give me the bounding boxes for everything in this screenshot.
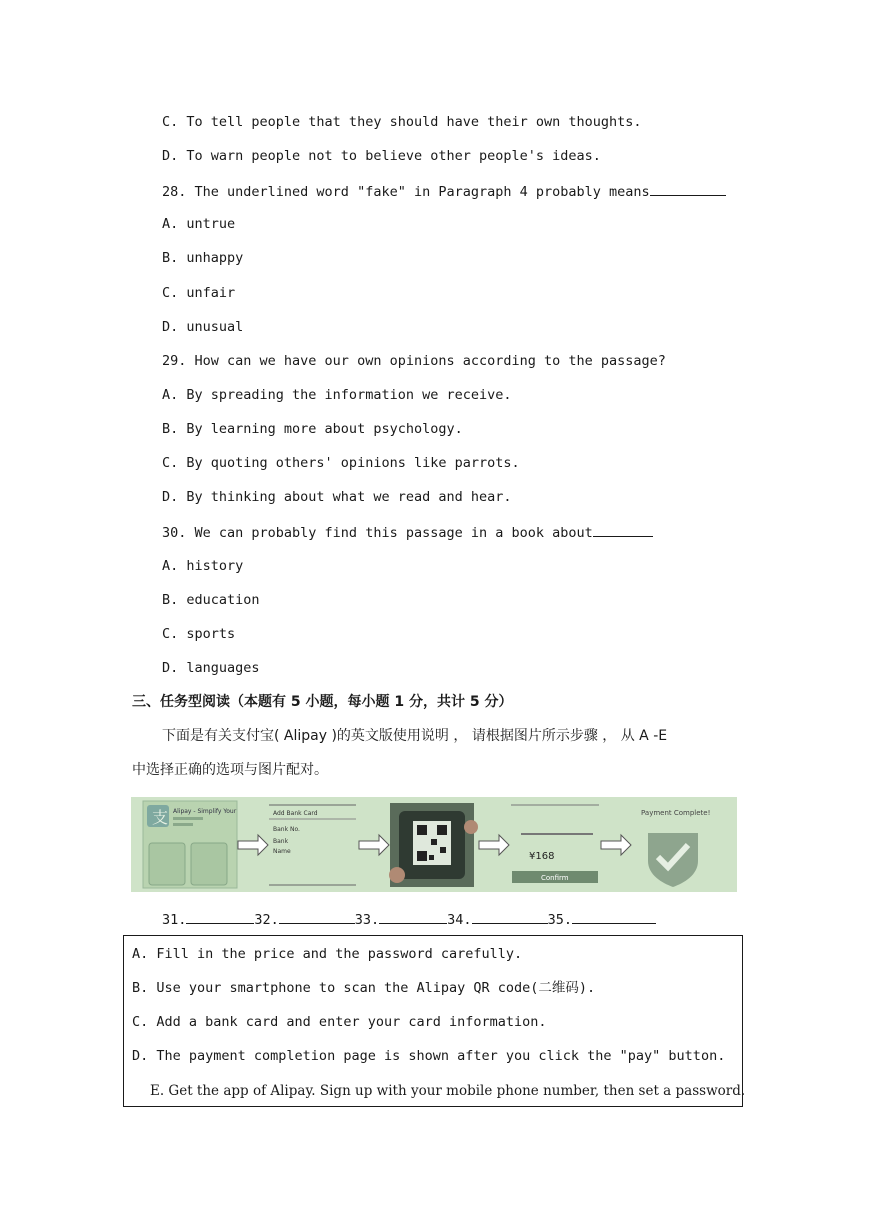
card-field-bank: Bank [273, 838, 289, 845]
option-30-c: C. sports [162, 626, 236, 642]
complete-label: Payment Complete! [641, 809, 711, 817]
card-header: Add Bank Card [273, 810, 318, 817]
section-heading: 三、任务型阅读（本题有 5 小题，每小题 1 分，共计 5 分） [132, 694, 513, 710]
answer-blank-33[interactable] [379, 909, 447, 924]
arrow-icon [238, 835, 268, 855]
answer-blank-32[interactable] [279, 909, 355, 924]
question-30: 30. We can probably find this passage in a book about [162, 522, 653, 542]
answer-blank-34[interactable] [472, 909, 548, 924]
option-29-b: B. By learning more about psychology. [162, 421, 463, 437]
option-29-a: A. By spreading the information we receive. [162, 387, 512, 403]
app-title: Alipay - Simplify Your [173, 808, 237, 815]
option-d: D. The payment completion page is shown after you click the "pay" button. [132, 1048, 726, 1064]
answer-label-35: 35. [547, 912, 572, 928]
steps-illustration [131, 797, 737, 892]
option-e: E. Get the app of Alipay. Sign up with your mobile phone number, then set a password. [150, 1083, 746, 1099]
answer-label-33: 33. [354, 912, 380, 928]
alipay-steps-image [131, 797, 737, 892]
bank-card-form [269, 805, 356, 885]
answer-blank-31[interactable] [186, 909, 254, 924]
answer-label-32: 32. [254, 912, 279, 928]
arrow-icon [601, 835, 631, 855]
option-29-d: D. By thinking about what we read and hear. [162, 489, 512, 505]
options-box [123, 935, 746, 1107]
answer-blank[interactable] [593, 522, 653, 537]
confirm-button-label: Confirm [541, 874, 569, 882]
answer-blank-35[interactable] [572, 909, 656, 924]
card-field-name: Name [273, 848, 291, 855]
question-28: 28. The underlined word "fake" in Paragraph 4 probably means [162, 181, 726, 201]
question-29: 29. How can we have our own opinions according to the passage? [162, 353, 666, 369]
option-28-c: C. unfair [162, 285, 236, 301]
option-a: A. Fill in the price and the password carefully. [132, 946, 523, 962]
option-28-a: A. untrue [162, 216, 236, 232]
svg-text:支: 支 [152, 808, 169, 827]
question-line-1: D. To warn people not to believe other people's ideas. [162, 148, 601, 164]
option-30-b: B. education [162, 592, 260, 608]
payment-complete-screen [641, 809, 710, 887]
arrow-icon [359, 835, 389, 855]
option-30-d: D. languages [162, 660, 260, 676]
option-28-d: D. unusual [162, 319, 244, 335]
section-intro-line-1: 下面是有关支付宝( Alipay )的英文版使用说明 ， 请根据图片所示步骤 ， 从 A -E [162, 728, 668, 744]
card-field-bank-no: Bank No. [273, 826, 300, 833]
question-line-0: C. To tell people that they should have their own thoughts. [162, 114, 642, 130]
option-c: C. Add a bank card and enter your card information. [132, 1014, 547, 1030]
payment-confirm-screen [511, 805, 599, 883]
arrow-icon [479, 835, 509, 855]
app-download-panel [143, 801, 237, 888]
section-intro-line-2: 中选择正确的选项与图片配对。 [132, 762, 328, 778]
option-b: B. Use your smartphone to scan the Alipay QR code(二维码). [132, 980, 596, 996]
amount-label: ¥168 [529, 851, 555, 862]
option-28-b: B. unhappy [162, 250, 244, 266]
answer-row [162, 909, 656, 929]
phone-scan-qr [389, 803, 478, 887]
answer-blank[interactable] [650, 181, 726, 196]
answer-label-34: 34. [447, 912, 472, 928]
option-30-a: A. history [162, 558, 244, 574]
option-29-c: C. By quoting others' opinions like parrots. [162, 455, 520, 471]
answer-label-31: 31. [162, 912, 187, 928]
